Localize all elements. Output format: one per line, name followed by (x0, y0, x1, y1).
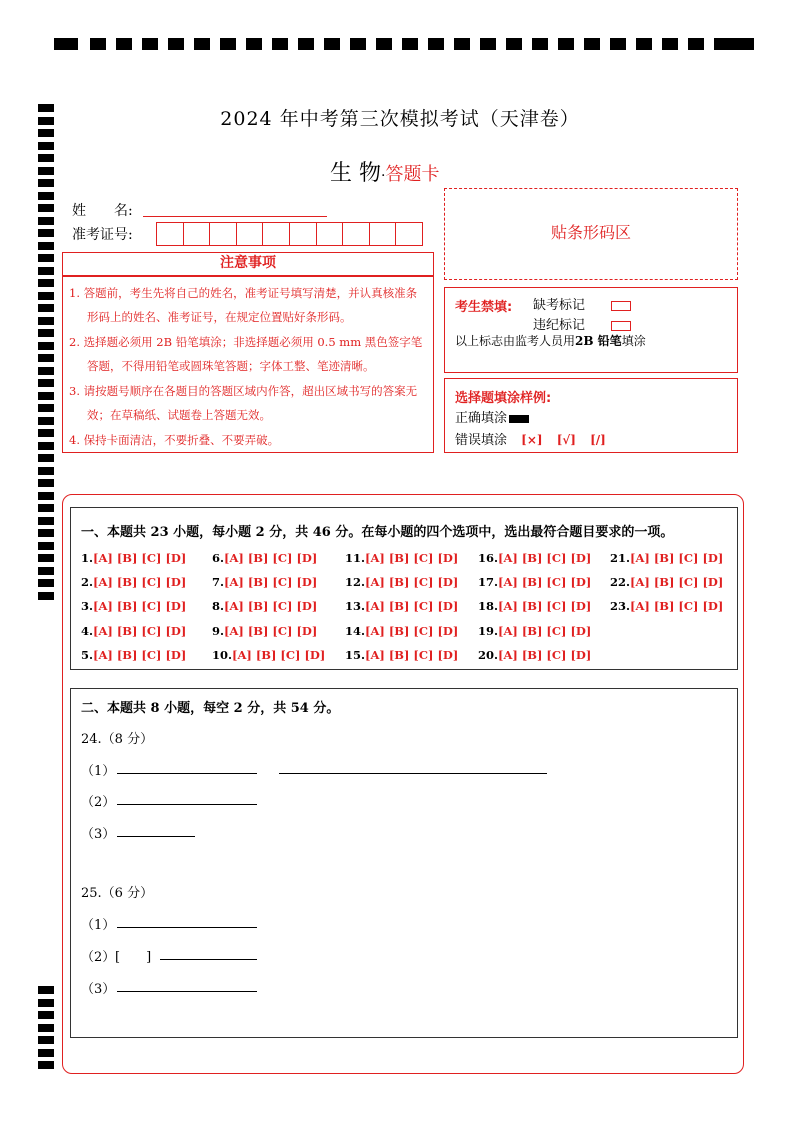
timing-mark (38, 417, 54, 425)
barcode-area: 贴条形码区 (444, 188, 738, 280)
timing-mark (38, 579, 54, 587)
forbidden-label: 考生禁填: (455, 300, 513, 315)
timing-mark (662, 38, 678, 50)
mcq-number: 23. (610, 599, 631, 613)
section2-box (70, 688, 738, 1038)
q25-sub2-blank[interactable] (160, 959, 257, 960)
timing-mark (38, 392, 54, 400)
mcq-question-4[interactable] (81, 624, 186, 638)
timing-mark (38, 1011, 54, 1019)
mcq-number: 8. (212, 599, 225, 613)
timing-mark (38, 229, 54, 237)
mcq-question-14[interactable] (345, 624, 458, 638)
q25-sub3-label: （3） (81, 982, 116, 997)
timing-mark (38, 454, 54, 462)
mcq-question-16[interactable] (478, 551, 591, 565)
mcq-options[interactable]: [A] [B] [C] [D] (498, 551, 592, 565)
timing-mark (454, 38, 470, 50)
timing-mark (402, 38, 418, 50)
mcq-question-15[interactable] (345, 648, 458, 662)
absent-mark-box[interactable] (611, 301, 631, 311)
timing-mark (38, 542, 54, 550)
timing-mark (298, 38, 314, 50)
mcq-question-3[interactable] (81, 599, 186, 613)
timing-mark (38, 592, 54, 600)
q25-sub3-blank[interactable] (117, 991, 257, 992)
timing-mark (142, 38, 158, 50)
mcq-options[interactable]: [A] [B] [C] [D] (630, 575, 724, 589)
mcq-number: 13. (345, 599, 366, 613)
timing-mark (506, 38, 522, 50)
notice-box (62, 276, 434, 453)
mcq-options[interactable]: [A] [B] [C] [D] (93, 551, 187, 565)
mcq-number: 14. (345, 624, 366, 638)
mcq-options[interactable]: [A] [B] [C] [D] (498, 648, 592, 662)
timing-mark (730, 38, 754, 50)
timing-mark (38, 317, 54, 325)
mcq-question-18[interactable] (478, 599, 591, 613)
timing-mark (38, 342, 54, 350)
question-25-label: 25.（6 分） (81, 886, 154, 901)
timing-mark (558, 38, 574, 50)
id-cell[interactable] (262, 223, 289, 245)
mcq-options[interactable]: [A] [B] [C] [D] (93, 599, 187, 613)
timing-mark (324, 38, 340, 50)
mcq-number: 18. (478, 599, 499, 613)
q25-sub2-label: （2） (81, 950, 116, 965)
mcq-question-5[interactable] (81, 648, 186, 662)
mcq-number: 15. (345, 648, 366, 662)
top-timing-marks (54, 38, 754, 52)
mcq-question-23[interactable] (610, 599, 723, 613)
id-cell[interactable] (209, 223, 236, 245)
name-label: 姓 名: (72, 203, 133, 219)
forbidden-note-post: 填涂 (621, 334, 646, 348)
fill-sample-box (444, 378, 738, 453)
timing-mark (38, 429, 54, 437)
timing-mark (38, 442, 54, 450)
timing-mark (584, 38, 600, 50)
mcq-number: 1. (81, 551, 94, 565)
timing-mark (38, 329, 54, 337)
mcq-question-8[interactable] (212, 599, 317, 613)
wrong-fill-mark: [×] (521, 433, 543, 447)
violation-mark-row (533, 314, 631, 333)
timing-mark (220, 38, 236, 50)
section1-heading: 一、本题共 23 小题，每小题 2 分，共 46 分。在每小题的四个选项中，选出最符合题目要求的一项。 (81, 525, 674, 540)
q24-sub1-blank-b[interactable] (279, 773, 547, 774)
id-cell[interactable] (289, 223, 316, 245)
timing-mark (38, 467, 54, 475)
mcq-number: 5. (81, 648, 94, 662)
timing-mark (38, 567, 54, 575)
id-cell[interactable] (369, 223, 396, 245)
mcq-options[interactable]: [A] [B] [C] [D] (365, 575, 459, 589)
timing-mark (38, 1024, 54, 1032)
mcq-number: 17. (478, 575, 499, 589)
timing-mark (610, 38, 626, 50)
q24-sub2-blank[interactable] (117, 804, 257, 805)
timing-mark (38, 1049, 54, 1057)
mcq-number: 3. (81, 599, 94, 613)
notice-item: 3. 请按题号顺序在各题目的答题区域内作答，超出区域书写的答案无效；在草稿纸、试题卷上答题无效。 (69, 384, 418, 422)
mcq-number: 9. (212, 624, 225, 638)
notice-item: 4. 保持卡面清洁，不要折叠、不要弄破。 (69, 433, 280, 447)
mcq-question-7[interactable] (212, 575, 317, 589)
id-cell[interactable] (236, 223, 263, 245)
q24-sub1-label: （1） (81, 764, 116, 779)
timing-mark (38, 404, 54, 412)
timing-mark (636, 38, 652, 50)
timing-mark (350, 38, 366, 50)
q25-sub1-label: （1） (81, 918, 116, 933)
q24-sub3-label: （3） (81, 827, 116, 842)
subject-dot: · (381, 168, 386, 184)
mcq-question-10[interactable] (212, 648, 325, 662)
mcq-options[interactable]: [A] [B] [C] [D] (93, 575, 187, 589)
mcq-options[interactable]: [A] [B] [C] [D] (224, 624, 318, 638)
mcq-question-6[interactable] (212, 551, 317, 565)
mcq-question-22[interactable] (610, 575, 723, 589)
timing-mark (38, 217, 54, 225)
mcq-options[interactable]: [A] [B] [C] [D] (224, 551, 318, 565)
mcq-number: 21. (610, 551, 631, 565)
mcq-options[interactable]: [A] [B] [C] [D] (365, 648, 459, 662)
mcq-options[interactable]: [A] [B] [C] [D] (93, 624, 187, 638)
mcq-question-9[interactable] (212, 624, 317, 638)
subject-title (330, 156, 439, 187)
timing-mark (38, 367, 54, 375)
timing-mark (38, 142, 54, 150)
timing-mark (38, 304, 54, 312)
card-label: 答题卡 (385, 164, 440, 185)
mcq-options[interactable]: [A] [B] [C] [D] (365, 624, 459, 638)
timing-mark (246, 38, 262, 50)
timing-mark (38, 292, 54, 300)
mcq-question-11[interactable] (345, 551, 458, 565)
timing-mark (38, 379, 54, 387)
subject-name: 生 物 (330, 161, 381, 186)
timing-mark (38, 517, 54, 525)
forbidden-note-pre: 以上标志由监考人员用 (455, 334, 576, 348)
q25-sub2-bracket[interactable]: [ ] (115, 950, 152, 965)
timing-mark (194, 38, 210, 50)
mcq-number: 19. (478, 624, 499, 638)
notice-item: 1. 答题前，考生先将自己的姓名，准考证号填写清楚，并认真核准条形码上的姓名、准考证号，在规定位置贴好条形码。 (69, 286, 418, 324)
timing-mark (38, 279, 54, 287)
mcq-question-20[interactable] (478, 648, 591, 662)
mcq-number: 2. (81, 575, 94, 589)
timing-mark (714, 38, 730, 50)
notice-title: 注意事项 (62, 252, 434, 276)
q24-sub1-blank-a[interactable] (117, 773, 257, 774)
mcq-options[interactable]: [A] [B] [C] [D] (498, 599, 592, 613)
violation-mark-label: 违纪标记 (533, 318, 586, 333)
timing-mark (38, 479, 54, 487)
timing-mark (38, 504, 54, 512)
timing-mark (90, 38, 106, 50)
mcq-options[interactable]: [A] [B] [C] [D] (498, 624, 592, 638)
timing-mark (38, 179, 54, 187)
mcq-question-12[interactable] (345, 575, 458, 589)
timing-mark (38, 492, 54, 500)
timing-mark (38, 1036, 54, 1044)
name-field[interactable] (143, 216, 327, 217)
mcq-number: 20. (478, 648, 499, 662)
id-cell[interactable] (157, 223, 183, 245)
mcq-question-21[interactable] (610, 551, 723, 565)
q24-sub2-label: （2） (81, 795, 116, 810)
timing-mark (272, 38, 288, 50)
violation-mark-box[interactable] (611, 321, 631, 331)
timing-mark (480, 38, 496, 50)
mcq-options[interactable]: [A] [B] [C] [D] (232, 648, 326, 662)
mcq-number: 7. (212, 575, 225, 589)
timing-mark (38, 204, 54, 212)
timing-mark (38, 267, 54, 275)
timing-mark (38, 354, 54, 362)
wrong-fill-row (455, 429, 606, 448)
timing-mark (38, 1061, 54, 1069)
id-cell[interactable] (342, 223, 369, 245)
forbidden-note-bold: 2B 铅笔 (575, 334, 622, 348)
section2-heading: 二、本题共 8 小题，每空 2 分，共 54 分。 (81, 701, 340, 716)
mcq-number: 12. (345, 575, 366, 589)
timing-mark (38, 192, 54, 200)
mcq-options[interactable]: [A] [B] [C] [D] (224, 575, 318, 589)
timing-mark (38, 167, 54, 175)
q25-sub1-blank[interactable] (117, 927, 257, 928)
mcq-options[interactable]: [A] [B] [C] [D] (630, 551, 724, 565)
timing-mark (38, 154, 54, 162)
timing-mark (54, 38, 78, 50)
fill-sample-label: 选择题填涂样例: (455, 391, 552, 406)
correct-fill-row (455, 407, 529, 426)
timing-mark (168, 38, 184, 50)
timing-mark (38, 242, 54, 250)
exam-title: 2024 年中考第三次模拟考试（天津卷） (220, 108, 580, 130)
mcq-options[interactable]: [A] [B] [C] [D] (93, 648, 187, 662)
absent-mark-label: 缺考标记 (533, 298, 586, 313)
q24-sub3-blank[interactable] (117, 836, 195, 837)
mcq-number: 6. (212, 551, 225, 565)
forbidden-note (455, 332, 646, 349)
timing-mark (116, 38, 132, 50)
wrong-fill-label: 错误填涂 (455, 433, 508, 448)
mcq-number: 22. (610, 575, 631, 589)
timing-mark (38, 254, 54, 262)
question-24-label: 24.（8 分） (81, 732, 154, 747)
mcq-options[interactable]: [A] [B] [C] [D] (224, 599, 318, 613)
mcq-number: 11. (345, 551, 366, 565)
mcq-question-17[interactable] (478, 575, 591, 589)
mcq-question-19[interactable] (478, 624, 591, 638)
mcq-number: 16. (478, 551, 499, 565)
mcq-question-1[interactable] (81, 551, 186, 565)
id-label: 准考证号: (72, 227, 133, 243)
id-cell[interactable] (395, 223, 422, 245)
id-cell[interactable] (316, 223, 343, 245)
mcq-number: 4. (81, 624, 94, 638)
timing-mark (38, 986, 54, 994)
id-number-cells[interactable] (156, 222, 423, 246)
timing-mark (38, 529, 54, 537)
mcq-options[interactable]: [A] [B] [C] [D] (498, 575, 592, 589)
timing-mark (38, 554, 54, 562)
timing-mark (532, 38, 548, 50)
timing-mark (38, 999, 54, 1007)
correct-fill-mark (509, 415, 529, 423)
notice-item: 2. 选择题必须用 2B 铅笔填涂；非选择题必须用 0.5 mm 黑色签字笔答题，不得用铅笔或圆珠笔答题；字体工整、笔迹清晰。 (69, 335, 423, 373)
mcq-options[interactable]: [A] [B] [C] [D] (365, 599, 459, 613)
mcq-options[interactable]: [A] [B] [C] [D] (630, 599, 724, 613)
wrong-fill-mark: [√] (556, 433, 576, 447)
timing-mark (688, 38, 704, 50)
id-cell[interactable] (183, 223, 210, 245)
mcq-number: 10. (212, 648, 233, 662)
mcq-options[interactable]: [A] [B] [C] [D] (365, 551, 459, 565)
absent-mark-row (533, 294, 631, 313)
correct-fill-label: 正确填涂 (455, 411, 508, 426)
timing-mark (376, 38, 392, 50)
mcq-question-13[interactable] (345, 599, 458, 613)
forbidden-box (444, 287, 738, 373)
wrong-fill-mark: [/] (590, 433, 606, 447)
mcq-question-2[interactable] (81, 575, 186, 589)
timing-mark (428, 38, 444, 50)
